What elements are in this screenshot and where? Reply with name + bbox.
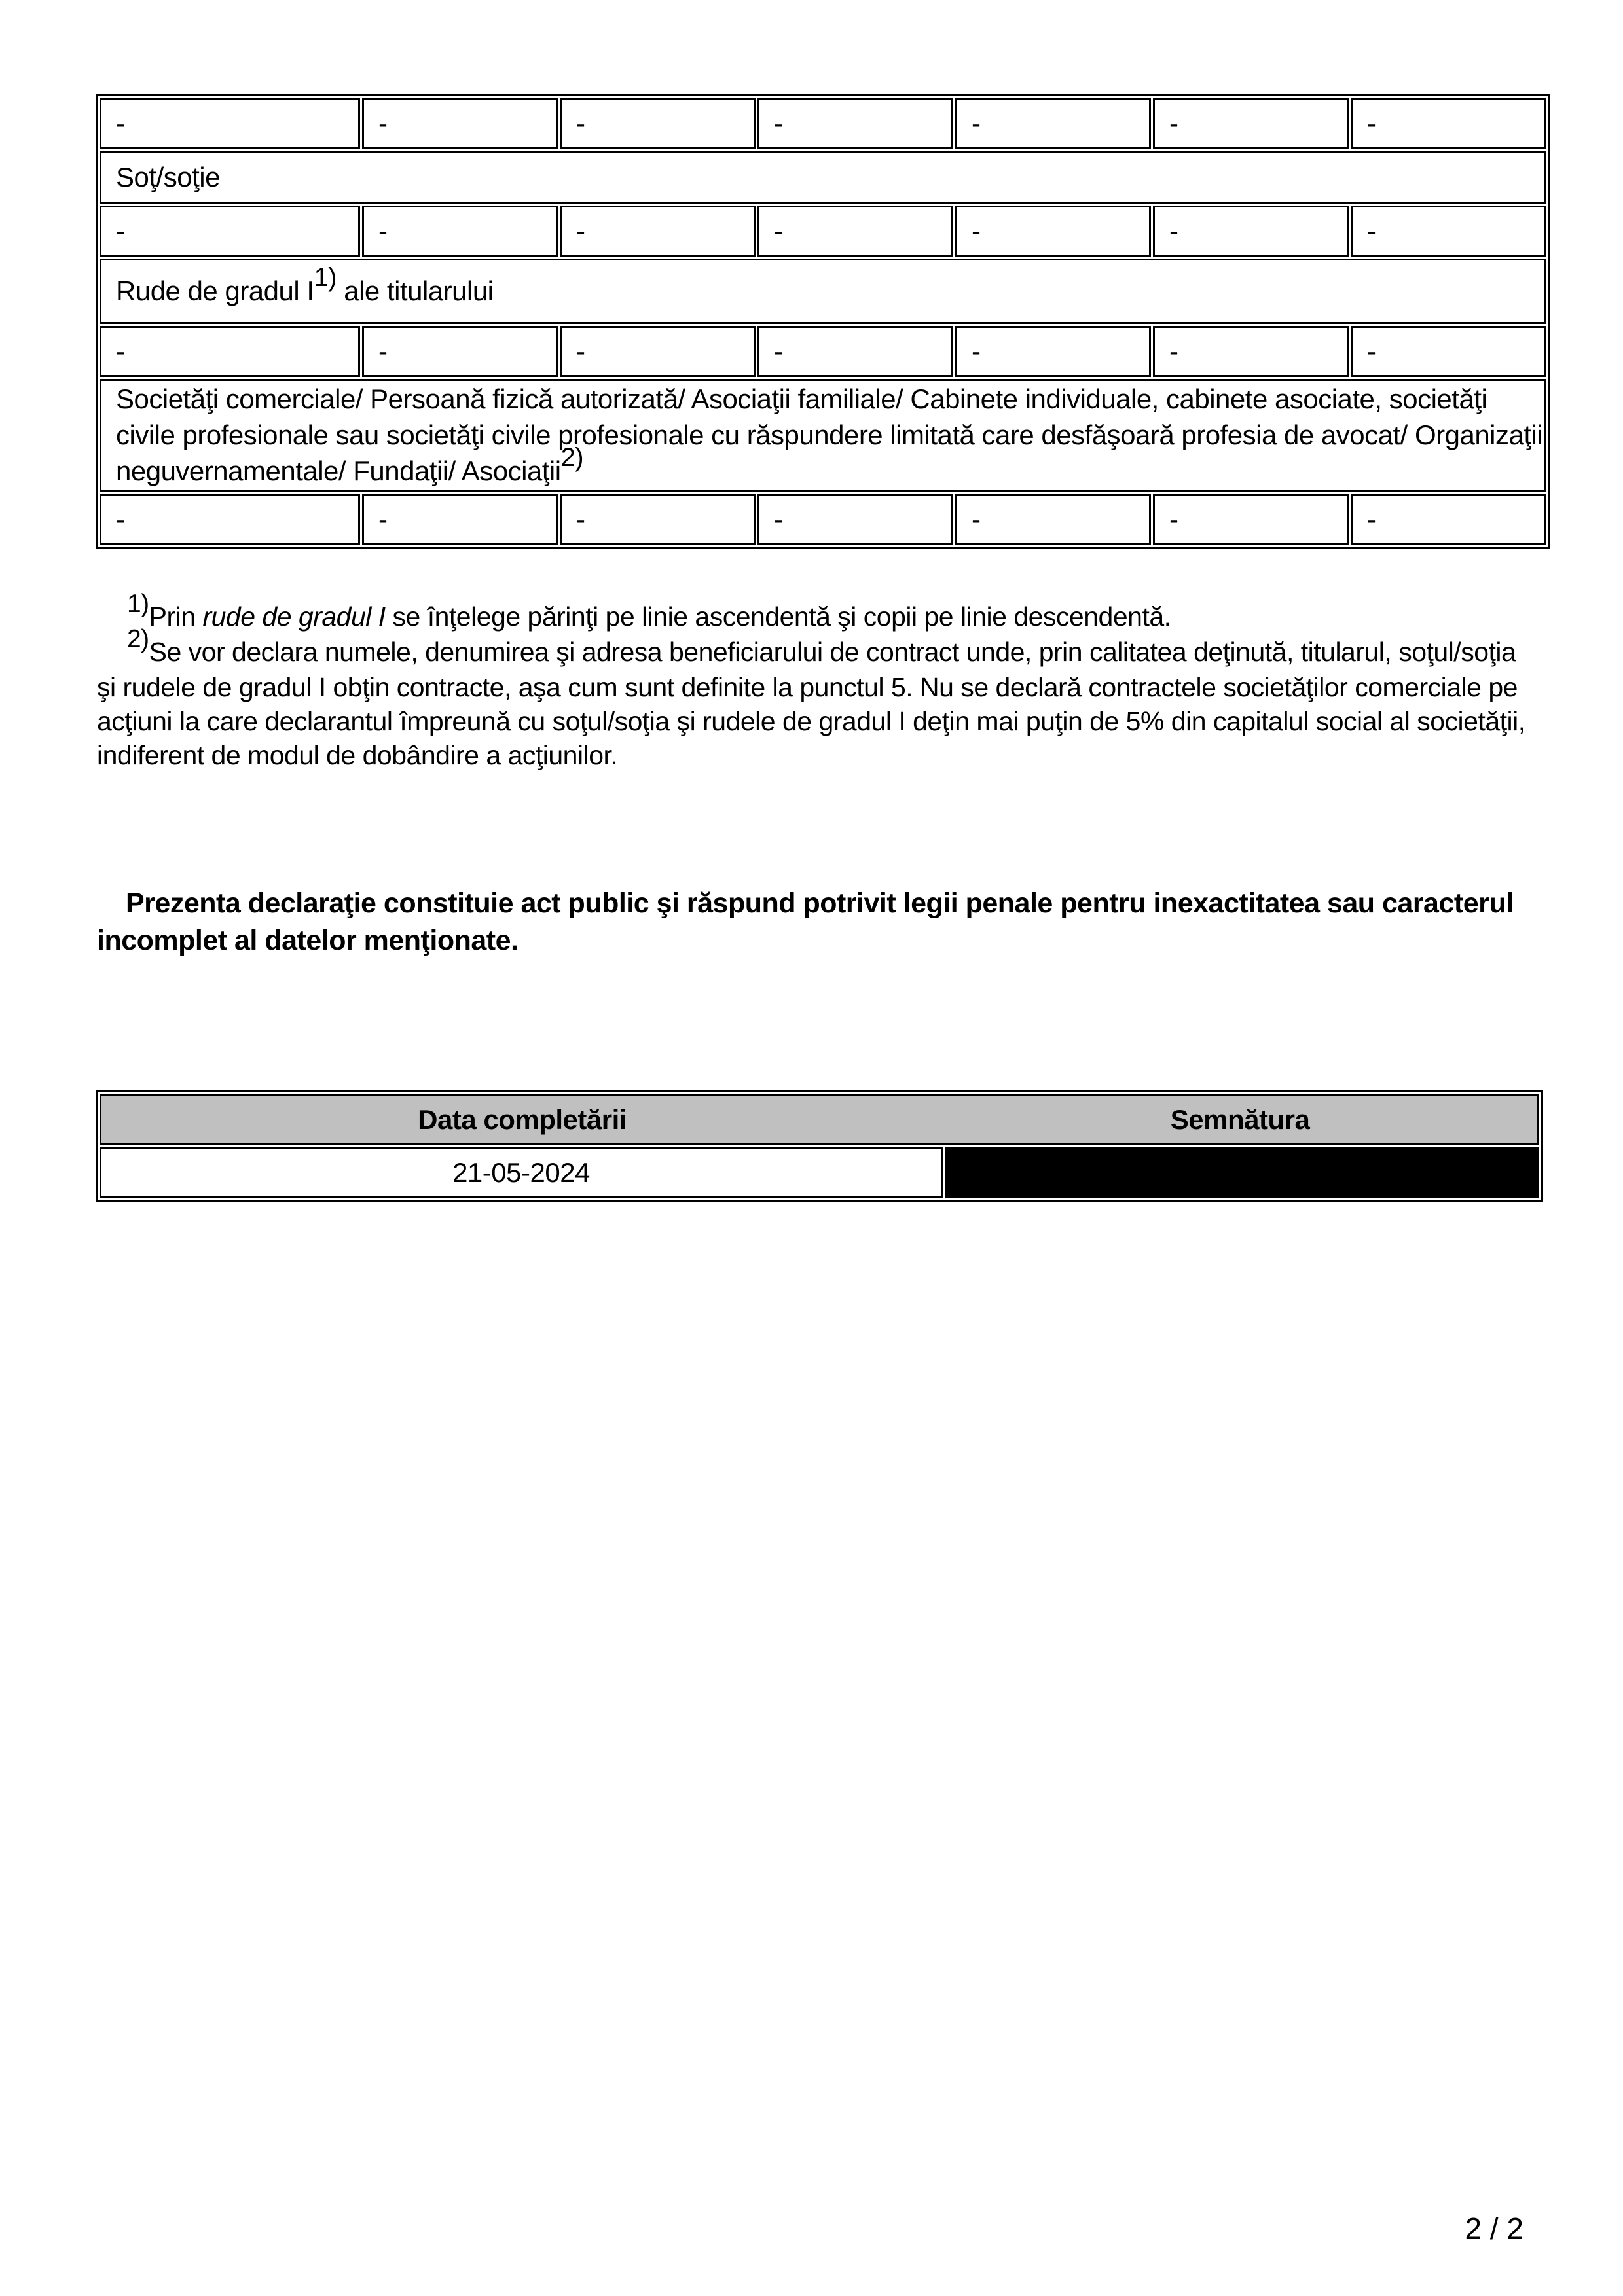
empty-value-cell: -	[955, 98, 1151, 149]
signature-redaction-box	[945, 1147, 1539, 1198]
empty-value-cell: -	[362, 494, 558, 545]
empty-value-cell: -	[1351, 98, 1546, 149]
empty-value-cell: -	[955, 206, 1151, 257]
table-row	[100, 1094, 1539, 1145]
empty-value-cell: -	[1351, 494, 1546, 545]
date-column-header: Data completării	[418, 1104, 627, 1135]
table-row	[100, 206, 1546, 257]
spouse-section-label: Soţ/soţie	[100, 151, 1546, 204]
completion-date-value: 21-05-2024	[100, 1147, 943, 1198]
table-row	[100, 494, 1546, 545]
footnote-ref-1: 1)	[314, 263, 337, 293]
empty-value-cell: -	[1351, 206, 1546, 257]
table-row	[100, 259, 1546, 324]
empty-value-cell: -	[560, 494, 756, 545]
empty-value-cell: -	[757, 326, 953, 377]
signature-column-header: Semnătura	[1170, 1104, 1310, 1135]
empty-value-cell: -	[757, 206, 953, 257]
relatives-section-label	[100, 259, 1546, 324]
empty-value-cell: -	[560, 206, 756, 257]
footnote-ref-2: 2)	[560, 443, 584, 473]
table-row	[100, 379, 1546, 492]
empty-value-cell: -	[757, 494, 953, 545]
companies-section-label	[100, 379, 1546, 492]
empty-value-cell: -	[560, 326, 756, 377]
table-row	[100, 326, 1546, 377]
empty-value-cell: -	[1153, 98, 1349, 149]
empty-value-cell: -	[362, 326, 558, 377]
empty-value-cell: -	[757, 98, 953, 149]
footnote-2-text: Se vor declara numele, denumirea şi adresa beneficiarului de contract unde, prin calitatea deţinută, titularul, soţul/soţia şi rudele de gradul I obţin contracte, aşa cum sunt definite la punctul 5. Nu se declară contractele societăţilor comerciale pe acţiuni la care declarantul împreună cu soţul/soţia şi rudele de gradul I deţin mai puţin de 5% din capitalul social al societăţii, indiferent de modul de dobândire a acţiunilor.	[97, 637, 1525, 770]
signature-table-header	[100, 1094, 1539, 1145]
empty-value-cell: -	[362, 206, 558, 257]
empty-value-cell: -	[955, 326, 1151, 377]
footnote-1-text-post: se înţelege părinţi pe linie ascendentă şi copii pe linie descendentă.	[385, 601, 1171, 632]
page-number: 2 / 2	[1465, 2212, 1523, 2246]
empty-value-cell: -	[100, 206, 360, 257]
table-row	[100, 151, 1546, 204]
table-row	[100, 1147, 1539, 1198]
footnotes-block	[97, 589, 1532, 772]
footnote-1	[97, 589, 1532, 635]
empty-value-cell: -	[100, 98, 360, 149]
empty-value-cell: -	[1153, 206, 1349, 257]
empty-value-cell: -	[1351, 326, 1546, 377]
footnote-1-text-pre: Prin	[149, 601, 203, 632]
empty-value-cell: -	[362, 98, 558, 149]
empty-value-cell: -	[560, 98, 756, 149]
relatives-label-suffix: ale titularului	[337, 276, 494, 306]
footnote-2-marker: 2)	[127, 624, 149, 653]
empty-value-cell: -	[1153, 326, 1349, 377]
companies-label-text: Societăţi comerciale/ Persoană fizică autorizată/ Asociaţii familiale/ Cabinete individuale, cabinete asociate, societăţi civile profesionale sau societăţi civile profesionale cu răspundere limitată care desfăşoară profesia de avocat/ Organizaţii neguvernamentale/ Fundaţii/ Asociaţii	[116, 384, 1543, 486]
empty-value-cell: -	[100, 326, 360, 377]
footnote-1-italic-term: rude de gradul I	[202, 601, 386, 632]
signature-table	[96, 1090, 1543, 1202]
empty-value-cell: -	[955, 494, 1151, 545]
relatives-label-text: Rude de gradul I	[116, 276, 314, 306]
footnote-2	[97, 624, 1532, 772]
legal-statement: Prezenta declaraţie constituie act public şi răspund potrivit legii penale pentru inexactitatea sau caracterul incomplet al datelor menţionate.	[97, 888, 1514, 956]
footnote-1-marker: 1)	[127, 589, 149, 618]
empty-value-cell: -	[100, 494, 360, 545]
declarations-table	[96, 94, 1550, 549]
empty-value-cell: -	[1153, 494, 1349, 545]
table-row	[100, 98, 1546, 149]
